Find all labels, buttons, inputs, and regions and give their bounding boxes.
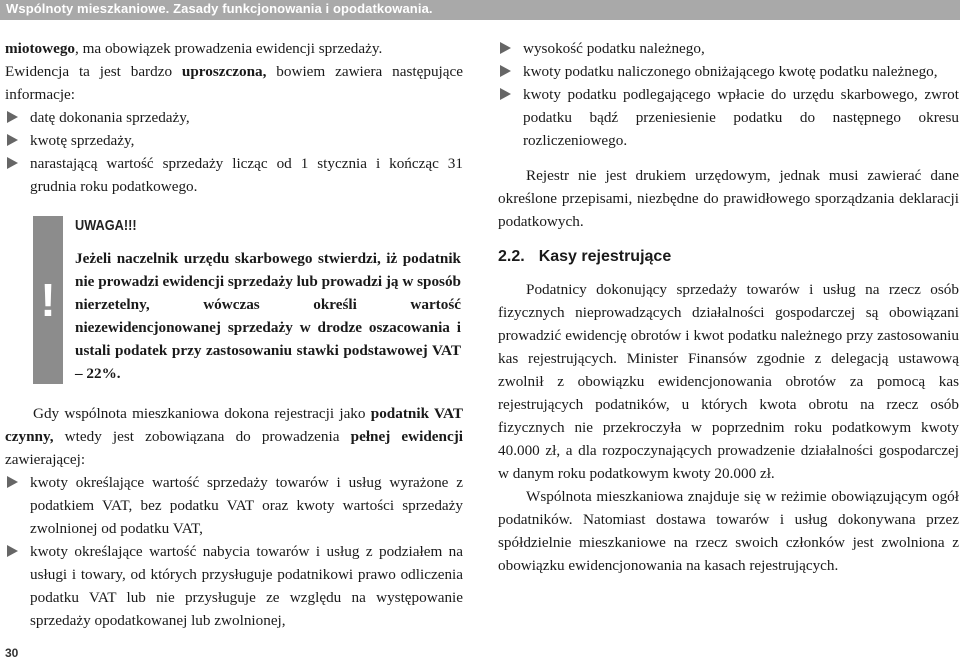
section-heading [498,245,959,268]
evidence-paragraph [5,60,463,106]
vat-paragraph [5,402,463,471]
triangle-bullet-icon [500,88,511,100]
list-item-text: kwotę sprzedaży, [30,132,135,149]
list-item-text: kwoty podatku podlegającego wpłacie do urzędu skarbowego, zwrot podatku bądź przeniesienie podatku do następnego okresu rozliczeniowego. [523,86,959,149]
left-column-top [5,37,463,198]
warning-box [5,213,463,388]
tax-list [498,37,959,152]
registry-paragraph: Rejestr nie jest drukiem urzędowym, jednak musi zawierać dane określone przepisami, niezbędne do prawidłowego sporządzania deklaracji podatkowych. [498,167,959,230]
intro-rest: , ma obowiązek prowadzenia ewidencji sprzedaży. [75,40,383,57]
list-item-text: kwoty określające wartość sprzedaży towarów i usług wyrażone z podatkiem VAT, bez podatku VAT oraz kwoty wartości sprzedaży zwolnionej od podatku VAT, [30,474,463,537]
triangle-bullet-icon [7,134,18,146]
list-item-text: narastającą wartość sprzedaży licząc od 1 stycznia i kończąc 31 grudnia roku podatkowego. [30,155,463,195]
triangle-bullet-icon [500,42,511,54]
list-item-text: kwoty określające wartość nabycia towarów i usług z podziałem na usługi i towary, od których przysługuje podatnikowi prawo odliczenia podatku VAT lub nie przysługuje ze względu na występowanie sprzedaży opodatkowanej lub zwolnionej, [30,543,463,629]
triangle-bullet-icon [500,65,511,77]
running-header-title: Wspólnoty mieszkaniowe. Zasady funkcjonowania i opodatkowania. [6,1,433,16]
list-item [5,540,463,632]
triangle-bullet-icon [7,157,18,169]
list-item [5,106,463,129]
left-column-bottom [5,402,463,632]
vat-text-bold-d: pełnej ewidencji [350,428,463,445]
triangle-bullet-icon [7,545,18,557]
full-evidence-list [5,471,463,632]
evidence-list [5,106,463,198]
triangle-bullet-icon [7,111,18,123]
intro-paragraph [5,37,463,60]
right-column [498,37,959,577]
cash-register-paragraph-2: Wspólnota mieszkaniowa znajduje się w reżimie obowiązującym ogół podatników. Natomiast dostawa towarów i usług dokonywana przez spółdzielnie mieszkaniowe na rzecz swoich członków jest zwolniona z obowiązku ewidencjonowania na kasach rejestrujących. [498,488,959,574]
running-header [0,0,960,20]
list-item [5,471,463,540]
list-item [5,152,463,198]
warning-bar [33,216,63,384]
exclamation-icon: ! [40,274,56,326]
section-number: 2.2. [498,248,525,265]
list-item-text: wysokość podatku należnego, [523,40,705,57]
list-item-text: datę dokonania sprzedaży, [30,109,190,126]
page-number: 30 [5,646,19,660]
evidence-text-end: bowiem zawiera następujące informacje: [5,63,463,103]
evidence-text-bold: uproszczona, [181,63,267,80]
list-item [498,37,959,60]
warning-title: UWAGA!!! [75,217,137,234]
section-title: Kasy rejestrujące [538,248,672,265]
vat-text-bold-b: podatnik VAT czynny, [5,405,463,445]
cash-register-paragraph-1: Podatnicy dokonujący sprzedaży towarów i usług na rzecz osób fizycznych nieprowadzących działalności gospodarczej są obowiązani prowadzić ewidencję obrotów i kwot podatku należnego przy zastosowaniu kas rejestrujących. Minister Finansów zgodnie z delegacją ustawową zwolnił z obowiązku ewidencjonowania obrotów za pomocą kas rejestrujących podatników, u których kwota obrotu na rzecz osób fizycznych nie przekroczyła w poprzednim roku podatkowym kwoty 40.000 zł, a dla rozpoczynających prowadzenie działalności gospodarczej w danym roku podatkowym kwoty 20.000 zł. [498,281,959,482]
list-item [498,83,959,152]
vat-text-a: Gdy wspólnota mieszkaniowa dokona rejestracji jako [33,405,371,422]
list-item [498,60,959,83]
warning-text: Jeżeli naczelnik urzędu skarbowego stwierdzi, iż podatnik nie prowadzi ewidencji sprzedaży lub prowadzi ją w sposób nierzetelny, wówczas określi wartość niezewidencjonowanej sprzedaży w drodze oszacowania i ustali podatek przy zastosowaniu stawki podstawowej VAT – 22%. [75,250,461,382]
vat-text-c: wtedy jest zobowiązana do prowadzenia [53,428,351,445]
list-item [5,129,463,152]
vat-text-e: zawierającej: [5,451,86,468]
evidence-text-start: Ewidencja ta jest bardzo [5,63,182,80]
list-item-text: kwoty podatku naliczonego obniżającego kwotę podatku należnego, [523,63,938,80]
intro-bold: miotowego [5,40,76,57]
triangle-bullet-icon [7,476,18,488]
